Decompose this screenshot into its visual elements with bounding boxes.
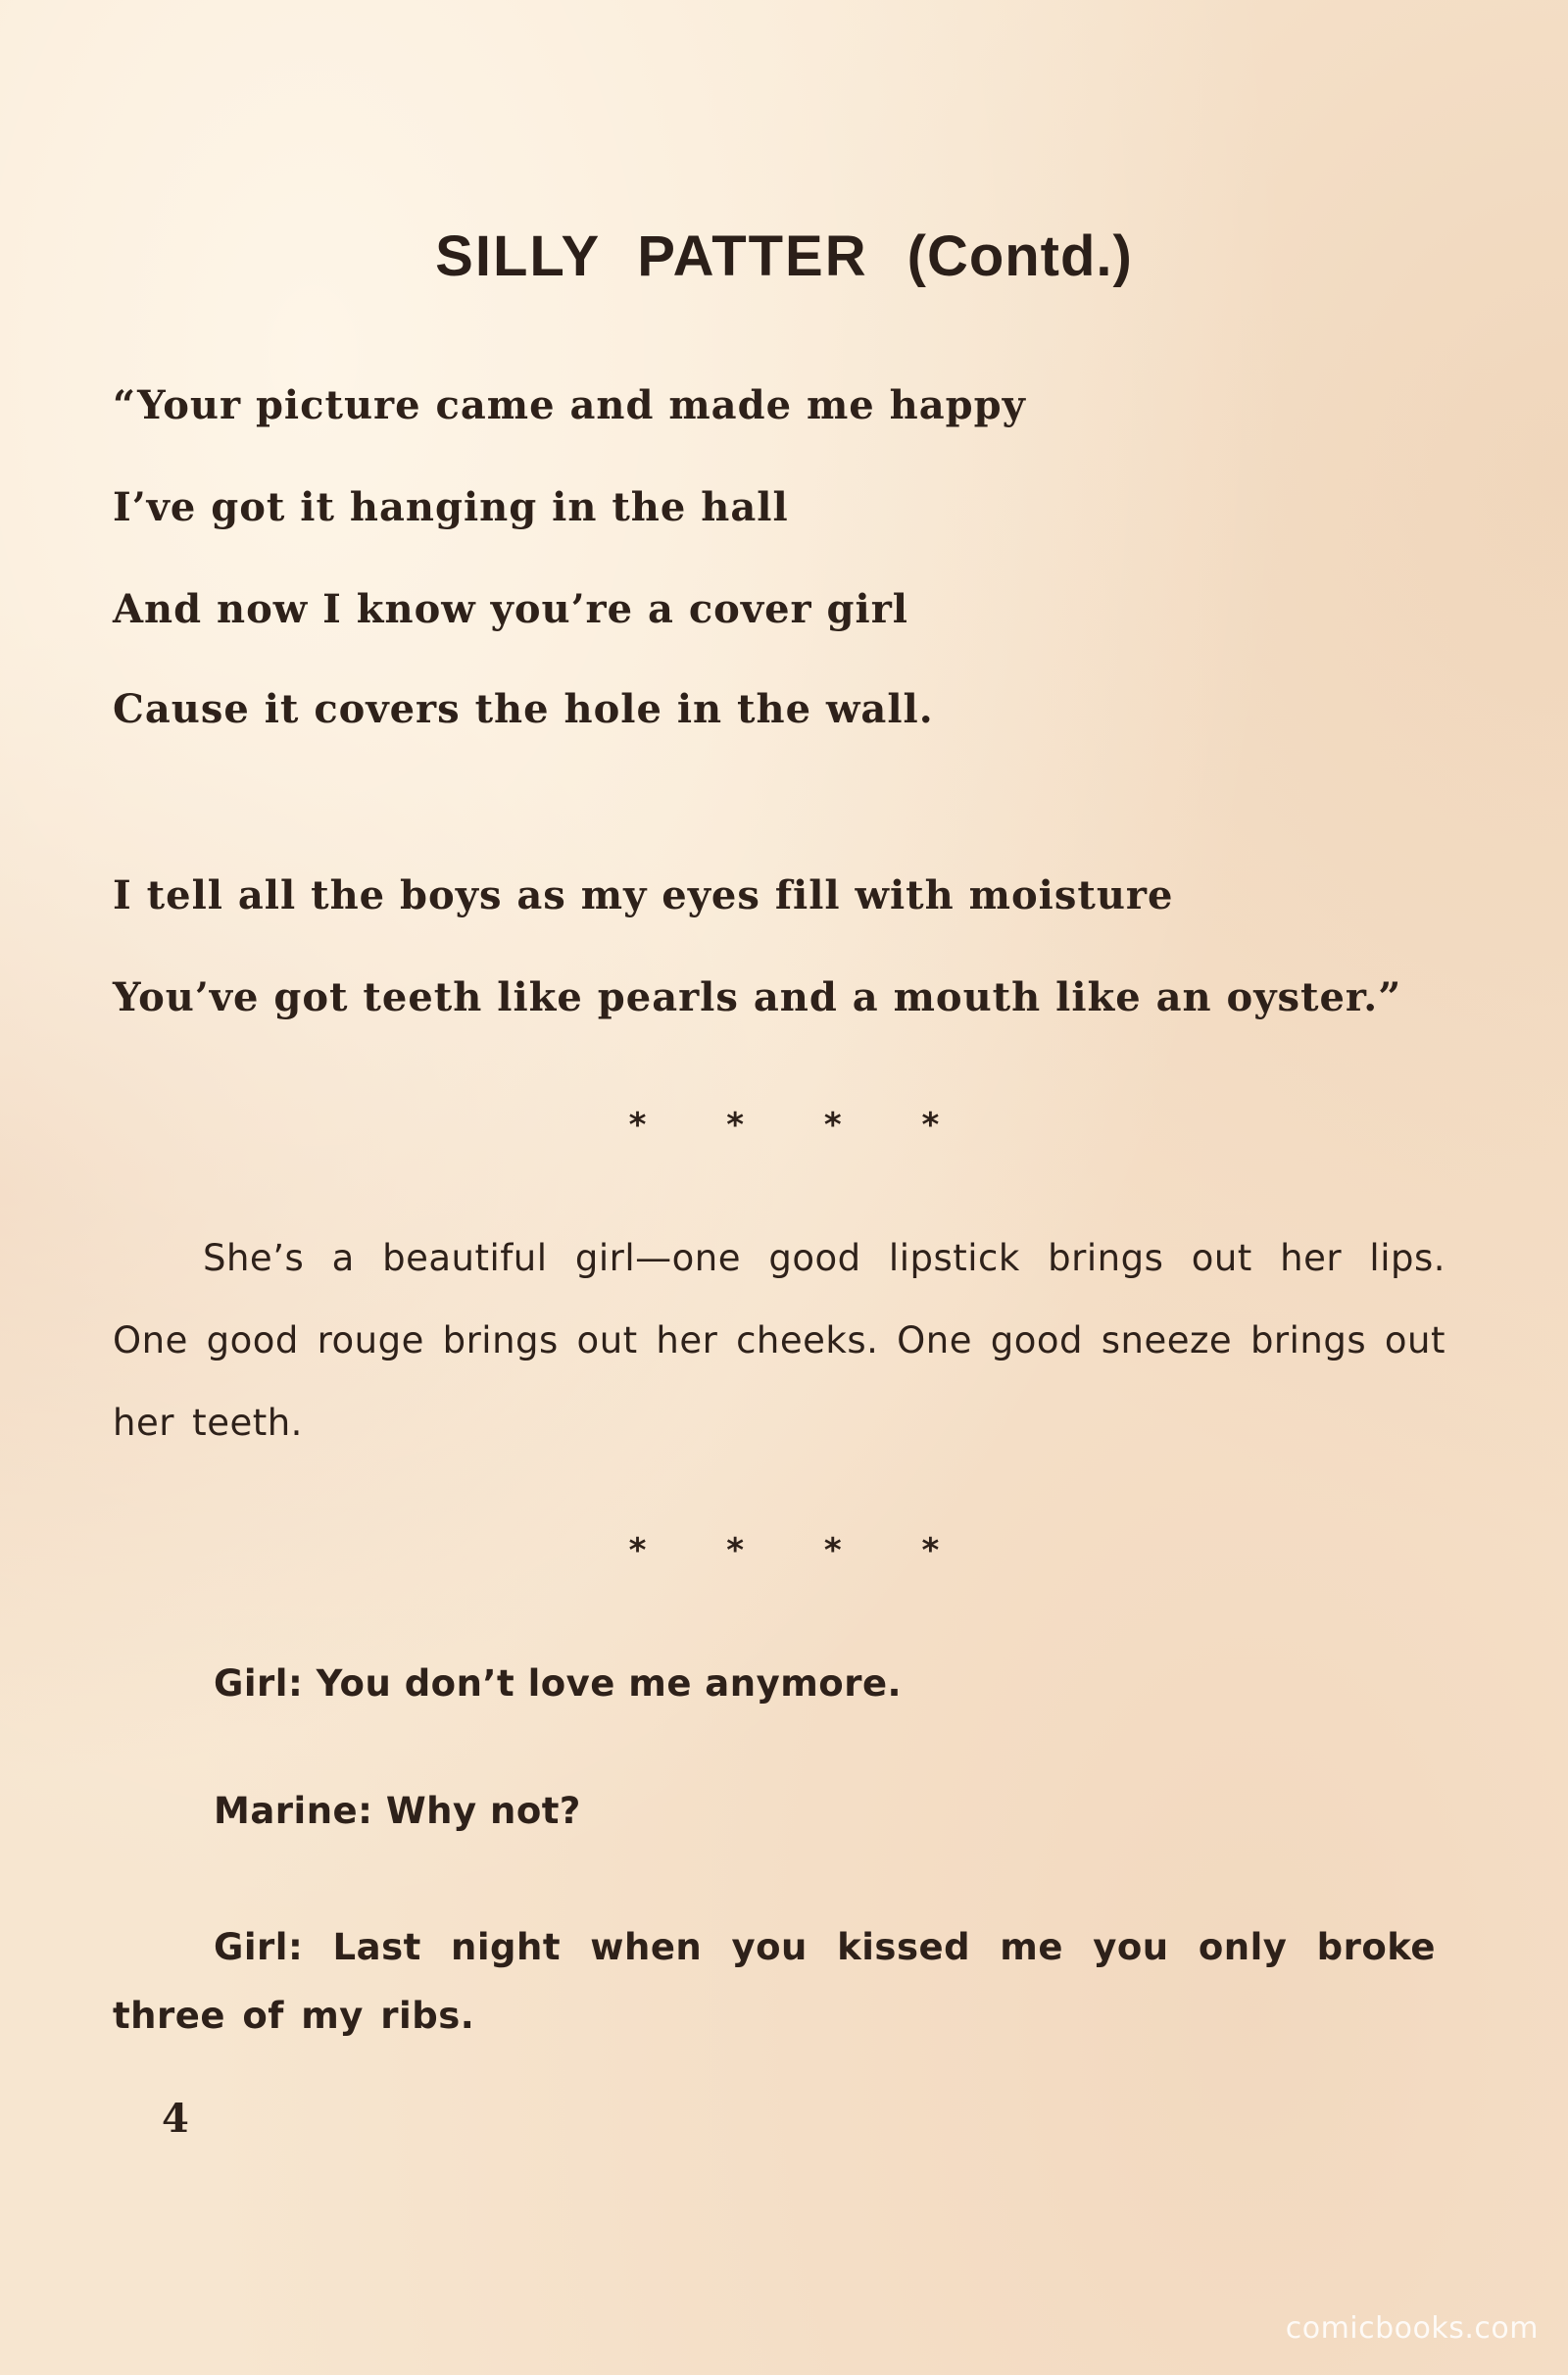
- page-number: 4: [162, 2096, 189, 2142]
- dialogue-line-marine: Marine: Why not?: [214, 1790, 581, 1832]
- poem-line-5: I tell all the boys as my eyes fill with moisture: [113, 872, 1174, 918]
- poem-line-2: I’ve got it hanging in the hall: [113, 484, 789, 530]
- page-title: [0, 223, 1568, 289]
- poem-line-4: Cause it covers the hole in the wall.: [113, 686, 934, 732]
- separator-stars-2: * * * *: [628, 1531, 940, 1570]
- dialogue-line-girl-2: Girl: Last night when you kissed me you only broke three of my ribs.: [113, 1926, 1436, 2037]
- title-continued: (Contd.): [906, 224, 1133, 288]
- joke-paragraph: She’s a beautiful girl—one good lipstick brings out her lips. One good rouge brings out her cheeks. One good sneeze brings out her teeth.: [113, 1237, 1446, 1444]
- separator-stars-1: * * * *: [628, 1106, 940, 1145]
- title-text: SILLY PATTER: [435, 224, 868, 288]
- site-watermark: comicbooks.com: [1285, 2311, 1539, 2346]
- poem-line-3: And now I know you’re a cover girl: [113, 586, 908, 632]
- dialogue-line-girl-1: Girl: You don’t love me anymore.: [214, 1662, 903, 1705]
- poem-line-1: “Your picture came and made me happy: [113, 382, 1026, 428]
- poem-line-6: You’ve got teeth like pearls and a mouth like an oyster.”: [113, 974, 1402, 1020]
